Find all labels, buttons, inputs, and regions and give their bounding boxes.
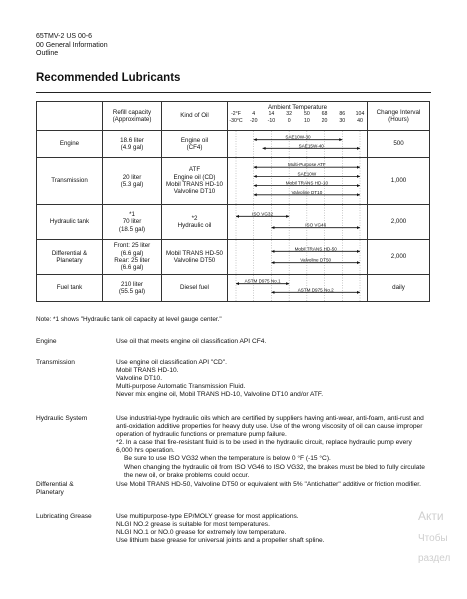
section-text [116,481,428,489]
watermark-line-1: Акти [418,509,444,523]
section-label-line: Planetary [36,489,64,496]
scale-c-label: -10 [267,118,276,125]
temperature-bars-chart [228,158,368,204]
doc-code: 65TMV-2 US 00-6 [36,33,93,40]
oil-line: Mobil TRANS HD-50 [166,249,223,257]
subsection-name: Outline [36,50,59,58]
scale-c-label: 10 [303,118,310,125]
temperature-scale [228,111,367,129]
refill-line: (5.3 gal) [120,181,144,188]
temperature-bars-cell [228,158,368,205]
scale-f-label: -2°F [231,111,241,118]
ambient-title: Ambient Temperature [267,104,328,111]
bar-label: ISO VG32 [252,211,274,217]
refill-line: 70 liter [122,218,142,226]
section-text-line: NLGI NO.1 or NO.0 grease for extremely low temperature. [116,529,287,537]
temperature-bars-cell [228,240,368,275]
oil-cell [162,240,228,275]
scale-c-label: 40 [357,118,363,125]
bar-arrowhead [286,215,289,218]
section-text-line: Never mix engine oil, Mobil TRANS HD-10, Valvoline DT10 and/or ATF. [116,391,324,399]
bar-label: SAE10W [297,171,317,177]
table-row [37,158,430,205]
component-cell: Transmission [37,158,103,205]
bar-arrowhead [263,147,266,150]
section-text-line: When changing the hydraulic oil from ISO VG46 to ISO VG32, the brakes must be bled to fully circulate the new oil, or brake problems could occur. [124,463,425,479]
interval-cell: 500 [368,131,430,158]
table-row [37,275,430,302]
section-label [36,481,74,497]
oil-line: Engine oil [180,136,209,144]
temperature-bars-cell [228,275,368,302]
section-text-line: Be sure to use ISO VG32 when the temperature is below 0 °F (-15 °C). [124,455,331,463]
section-text-line: Use oil that meets engine oil classification API CF4. [116,338,267,345]
component-cell: Fuel tank [37,275,103,302]
scale-f-label: 14 [268,111,275,118]
watermark-line-2: Чтобы [418,533,448,544]
scale-f-label: 104 [355,111,365,118]
lubricants-table [36,101,430,302]
section-text-line: Use Mobil TRANS HD-50, Valvoline DT50 or equivalent with 5% "Antichatter" additive or friction modifier. [116,481,421,488]
section-text-line: Use multipurpose-type EP/MOLY grease for most applications. [116,513,299,520]
refill-line: (4.9 gal) [120,144,144,151]
bar-arrowhead [236,282,239,285]
refill-line: 210 liter [120,280,143,288]
scale-c-label: -30°C [229,118,243,125]
temperature-bars-chart [228,240,368,274]
bar-arrowhead [357,261,360,264]
header-interval: Change Interval (Hours) [368,102,430,131]
section-label [36,513,92,521]
title-divider [36,92,431,93]
refill-line: (6.6 gal) [120,249,144,257]
bar-label: ASTM D975 No.2 [297,287,334,293]
interval-cell: 2,000 [368,205,430,240]
table-row [37,131,430,158]
oil-line: Diesel fuel [180,284,209,292]
section-text-line: Use industrial-type hydraulic oils which are certified by suppliers having anti-wear, anti-foam, anti-rust and anti-oxidation additive properties for heavy duty use. Use of the wrong viscosity of oil can cause improper operation of hydraulic functions or premature pump failure. [116,415,424,439]
table-note: Note: *1 shows "Hydraulic tank oil capacity at level gauge center." [36,316,222,323]
scale-f-label: 50 [303,111,310,118]
oil-line: ATF [188,166,201,174]
bar-label: ASTM D975 No.1 [244,278,281,284]
section-text [116,338,428,346]
header-refill: Refill capacity (Approximate) [103,102,162,131]
component-cell: Hydraulic tank [37,205,103,240]
bar-arrowhead [357,226,360,229]
section-text [116,415,428,480]
bar-label: Valvoline DT10 [291,189,323,195]
table-header-row [37,102,430,131]
bar-arrowhead [357,250,360,253]
oil-cell [162,205,228,240]
section-text-line: Multi-purpose Automatic Transmission Fluid. [116,383,246,391]
bar-arrowhead [357,166,360,169]
header-ambient [228,102,368,131]
table-row [37,205,430,240]
page-title: Recommended Lubricants [36,72,181,84]
interval-cell: 2,000 [368,240,430,275]
refill-line: (6.6 gal) [120,264,144,272]
bar-arrowhead [357,193,360,196]
bar-arrowhead [254,175,257,178]
scale-c-label: 20 [321,118,328,125]
temperature-bars-cell [228,205,368,240]
bar-arrowhead [236,215,239,218]
oil-line: *2 [191,214,198,222]
scale-f-label: 86 [339,111,346,118]
bar-arrowhead [271,261,274,264]
bar-label: Mobil TRANS HD-10 [285,180,329,186]
bar-arrowhead [271,250,274,253]
oil-line: Mobil TRANS HD-10 [166,181,223,188]
bar-arrowhead [357,184,360,187]
scale-f-label: 68 [321,111,328,118]
section-text-line: *2. In a case that fire-resistant fluid is to be used in the hydraulic circuit, replace hydraulic pump every 6,000 hrs operation. [116,439,412,455]
temperature-bars-chart [228,275,368,301]
bar-arrowhead [254,184,257,187]
scale-f-label: 4 [252,111,256,118]
refill-line: 20 liter [122,173,142,181]
oil-cell [162,131,228,158]
table-row [37,240,430,275]
bar-arrowhead [286,282,289,285]
oil-cell [162,275,228,302]
refill-cell [103,158,162,205]
bar-arrowhead [357,147,360,150]
refill-line: 18.6 liter [120,136,144,144]
bar-label: Multi-Purpose ATF [288,162,326,168]
scale-c-label: 0 [287,118,291,125]
refill-cell [103,240,162,275]
bar-arrowhead [357,291,360,294]
interval-cell: 1,000 [368,158,430,205]
refill-cell [103,275,162,302]
section-label-line: Engine [36,338,57,345]
oil-line: Valvoline DT50 [173,257,216,264]
component-cell: Engine [37,131,103,158]
bar-arrowhead [271,226,274,229]
scale-c-label: -20 [249,118,258,125]
section-text-line: Valvoline DT10. [116,375,163,383]
header-oil: Kind of Oil [162,102,228,131]
refill-line: (18.5 gal) [118,225,146,233]
oil-line: (CF4) [186,144,203,151]
temperature-bars-cell [228,131,368,158]
bar-label: ISO VG46 [305,222,327,228]
oil-line: Engine oil (CD) [173,173,216,181]
bar-label: SAE10W-30 [285,134,311,140]
oil-line: Hydraulic oil [177,222,212,229]
section-label-line: Transmission [36,359,75,366]
section-name: 00 General Information [36,41,108,49]
refill-line: *1 [129,211,135,219]
section-label [36,359,75,367]
section-label-line: Differential & [36,481,74,488]
section-text-line: Use lithium base grease for universal joints and a propeller shaft spline. [116,537,325,545]
section-text-line: NLGI NO.2 grease is suitable for most temperatures. [116,521,270,529]
section-text-line: Mobil TRANS HD-10. [116,367,179,375]
bar-arrowhead [357,175,360,178]
scale-c-label: 30 [339,118,346,125]
header-component [37,102,103,131]
oil-cell [162,158,228,205]
section-text-line: Use engine oil classification API "CD". [116,359,227,366]
interval-cell: daily [368,275,430,302]
section-label [36,338,57,346]
section-label [36,415,87,423]
refill-line: Front: 25 liter [113,242,151,250]
watermark-line-3: раздел [418,553,451,564]
bar-label: SAE15W-40 [298,143,324,149]
temperature-bars-chart [228,205,368,239]
oil-line: Valvoline DT10 [173,188,216,196]
bar-arrowhead [254,166,257,169]
refill-cell [103,205,162,240]
bar-arrowhead [271,291,274,294]
section-text [116,359,428,399]
temperature-bars-chart [228,131,368,157]
bar-label: Mobil TRANS HD-50 [294,246,337,252]
bar-label: Valvoline DT50 [300,257,332,263]
section-text [116,513,428,545]
refill-line: (55.5 gal) [118,288,146,295]
bar-arrowhead [254,193,257,196]
bar-arrowhead [339,138,342,141]
section-label-line: Hydraulic System [36,415,88,422]
refill-cell [103,131,162,158]
section-label-line: Lubricating Grease [36,513,92,520]
document-header [36,33,108,59]
refill-line: Rear: 25 liter [114,257,150,264]
component-cell: Differential & Planetary [37,240,103,275]
bar-arrowhead [254,138,257,141]
scale-f-label: 32 [286,111,293,118]
